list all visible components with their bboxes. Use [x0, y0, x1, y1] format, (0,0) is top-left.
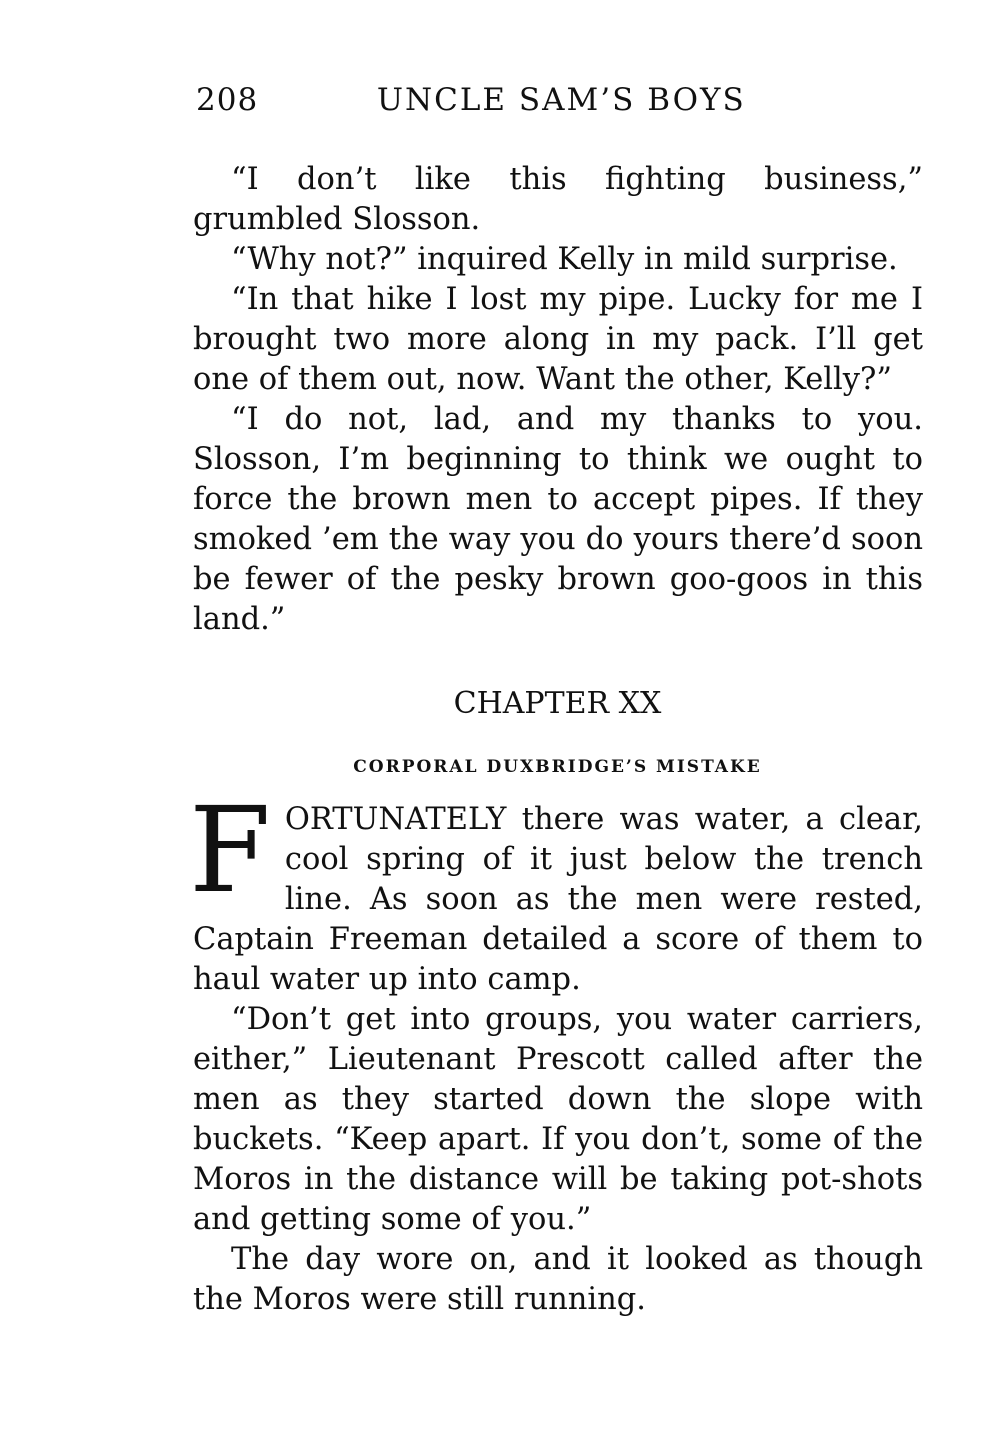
opening-paragraph-text: ORTUNATELY there was water, a clear, cool spring of it just below the trench line. As soon as the men were rested, Captain Freeman detailed a score of them to haul water up into camp.: [193, 802, 923, 997]
chapter-heading: CHAPTER XX: [453, 686, 662, 721]
page-number: 208: [196, 82, 259, 118]
paragraph: “Why not?” inquired Kelly in mild surprise.: [231, 242, 898, 277]
paragraph: “Don’t get into groups, you water carriers, either,” Lieutenant Prescott called after the men as they started down the slope with buckets. “Keep apart. If you don’t, some of the Moros in the distance will be taking pot-shots and getting some of you.”: [193, 1002, 923, 1237]
opening-paragraph: [189, 781, 923, 1000]
running-title: UNCLE SAM’S BOYS: [376, 82, 746, 118]
paragraph: The day wore on, and it looked as though the Moros were still running.: [193, 1242, 923, 1317]
chapter-subtitle: CORPORAL DUXBRIDGE’S MISTAKE: [353, 757, 762, 777]
page-header: [196, 78, 796, 122]
paragraph: “I don’t like this fighting business,” grumbled Slosson.: [193, 162, 923, 237]
text-block-before-chapter: [193, 160, 923, 640]
paragraph: “I do not, lad, and my thanks to you. Slosson, I’m beginning to think we ought to force the brown men to accept pipes. If they smoked ’em the way you do yours there’d soon be fewer of the pesky brown goo-goos in this land.”: [193, 402, 923, 637]
text-block-chapter: [189, 781, 923, 1320]
paragraph: “In that hike I lost my pipe. Lucky for me I brought two more along in my pack. I’ll get one of them out, now. Want the other, Kelly?”: [193, 282, 923, 397]
drop-cap: F: [189, 781, 271, 919]
